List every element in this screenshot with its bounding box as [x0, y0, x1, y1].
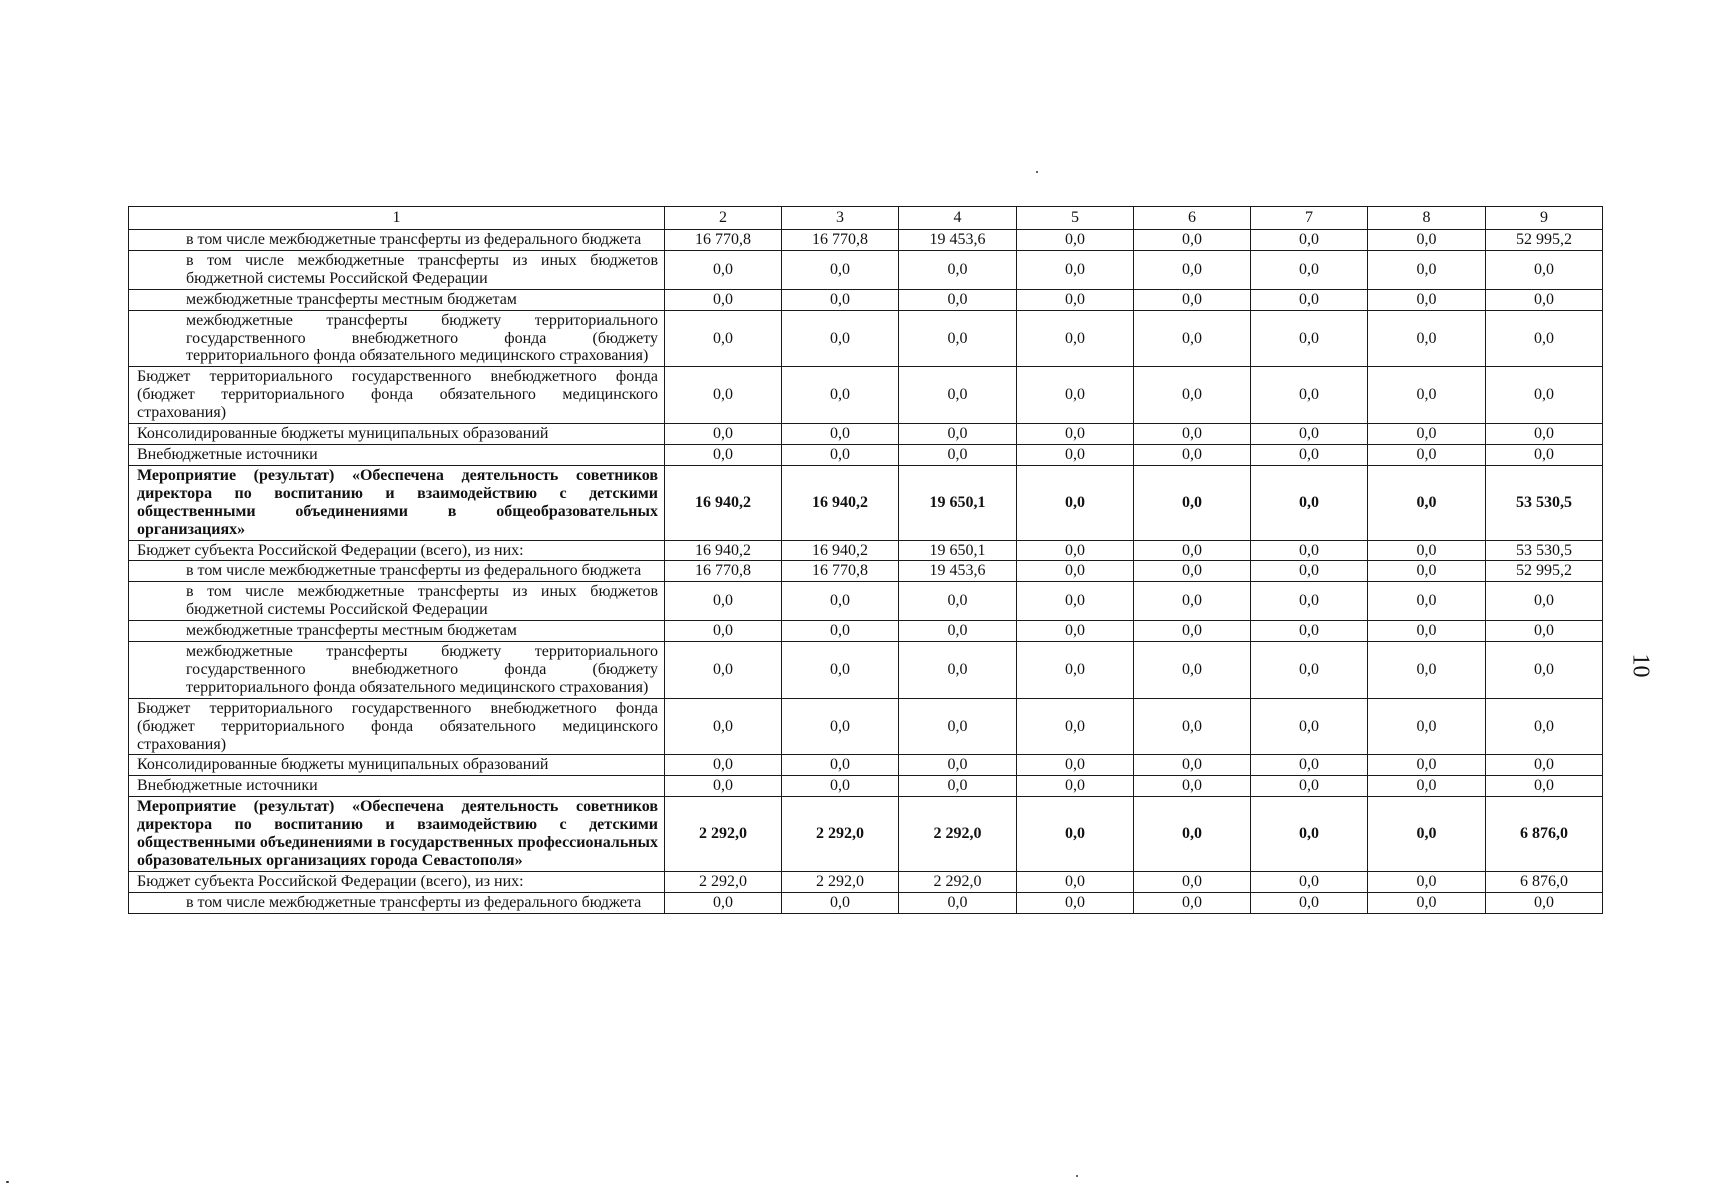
- value-cell: 0,0: [1134, 367, 1251, 424]
- table-row: [129, 465, 1603, 540]
- table-row: [129, 540, 1603, 561]
- table-row: [129, 621, 1603, 642]
- value-cell: 0,0: [899, 582, 1017, 621]
- table-row: [129, 582, 1603, 621]
- row-label: Бюджет территориального государственного внебюджетного фонда (бюджет территориального фонда обязательного медицинского страхования): [129, 698, 665, 755]
- value-cell: 0,0: [782, 621, 899, 642]
- value-cell: 0,0: [1368, 540, 1486, 561]
- value-cell: 0,0: [1368, 698, 1486, 755]
- value-cell: 0,0: [1134, 540, 1251, 561]
- value-cell: 52 995,2: [1486, 230, 1603, 251]
- value-cell: 0,0: [899, 367, 1017, 424]
- value-cell: 0,0: [665, 755, 782, 776]
- table-row: [129, 698, 1603, 755]
- value-cell: 0,0: [1134, 755, 1251, 776]
- value-cell: 0,0: [1251, 582, 1368, 621]
- value-cell: 0,0: [1017, 797, 1134, 872]
- value-cell: 0,0: [899, 892, 1017, 913]
- value-cell: 0,0: [1134, 289, 1251, 310]
- value-cell: 0,0: [1251, 698, 1368, 755]
- row-label: Консолидированные бюджеты муниципальных образований: [129, 755, 665, 776]
- value-cell: 52 995,2: [1486, 561, 1603, 582]
- row-label: Консолидированные бюджеты муниципальных образований: [129, 424, 665, 445]
- value-cell: 0,0: [1017, 367, 1134, 424]
- value-cell: 0,0: [1017, 230, 1134, 251]
- table-row: [129, 367, 1603, 424]
- table-row: [129, 797, 1603, 872]
- value-cell: 0,0: [1486, 424, 1603, 445]
- value-cell: 0,0: [665, 582, 782, 621]
- row-label: в том числе межбюджетные трансферты из иных бюджетов бюджетной системы Российской Федерации: [129, 582, 665, 621]
- table-row: [129, 444, 1603, 465]
- value-cell: 0,0: [1486, 367, 1603, 424]
- table-row: [129, 230, 1603, 251]
- value-cell: 16 770,8: [782, 230, 899, 251]
- budget-table: [128, 206, 1603, 914]
- value-cell: 0,0: [1017, 561, 1134, 582]
- value-cell: 0,0: [1134, 465, 1251, 540]
- value-cell: 0,0: [1251, 540, 1368, 561]
- value-cell: 0,0: [665, 424, 782, 445]
- value-cell: 0,0: [899, 755, 1017, 776]
- value-cell: 0,0: [1368, 444, 1486, 465]
- value-cell: 0,0: [1486, 444, 1603, 465]
- column-number-6: 6: [1134, 207, 1251, 230]
- value-cell: 2 292,0: [782, 797, 899, 872]
- value-cell: 0,0: [1368, 871, 1486, 892]
- scan-speck: [6, 1181, 9, 1183]
- value-cell: 0,0: [782, 250, 899, 289]
- value-cell: 0,0: [1251, 755, 1368, 776]
- value-cell: 0,0: [899, 621, 1017, 642]
- value-cell: 0,0: [1017, 621, 1134, 642]
- value-cell: 0,0: [1017, 444, 1134, 465]
- value-cell: 0,0: [899, 698, 1017, 755]
- value-cell: 0,0: [665, 310, 782, 367]
- value-cell: 16 770,8: [665, 230, 782, 251]
- value-cell: 0,0: [782, 424, 899, 445]
- value-cell: 16 940,2: [665, 465, 782, 540]
- row-label: в том числе межбюджетные трансферты из федерального бюджета: [129, 230, 665, 251]
- value-cell: 19 650,1: [899, 465, 1017, 540]
- table-row: [129, 642, 1603, 699]
- value-cell: 0,0: [1251, 367, 1368, 424]
- value-cell: 0,0: [1368, 561, 1486, 582]
- value-cell: 0,0: [1368, 289, 1486, 310]
- column-number-4: 4: [899, 207, 1017, 230]
- column-number-2: 2: [665, 207, 782, 230]
- value-cell: 0,0: [1368, 230, 1486, 251]
- value-cell: 0,0: [899, 776, 1017, 797]
- value-cell: 0,0: [1368, 424, 1486, 445]
- value-cell: 0,0: [782, 892, 899, 913]
- row-label: Бюджет субъекта Российской Федерации (всего), из них:: [129, 871, 665, 892]
- value-cell: 0,0: [1017, 540, 1134, 561]
- value-cell: 0,0: [1017, 465, 1134, 540]
- value-cell: 0,0: [1134, 424, 1251, 445]
- table-row: [129, 755, 1603, 776]
- table-row: [129, 424, 1603, 445]
- value-cell: 2 292,0: [782, 871, 899, 892]
- value-cell: 0,0: [1251, 465, 1368, 540]
- table-row: [129, 250, 1603, 289]
- value-cell: 0,0: [1251, 310, 1368, 367]
- value-cell: 2 292,0: [899, 797, 1017, 872]
- value-cell: 0,0: [1017, 642, 1134, 699]
- value-cell: 0,0: [665, 892, 782, 913]
- value-cell: 0,0: [1017, 424, 1134, 445]
- value-cell: 0,0: [1017, 250, 1134, 289]
- value-cell: 0,0: [665, 250, 782, 289]
- value-cell: 53 530,5: [1486, 540, 1603, 561]
- value-cell: 0,0: [899, 310, 1017, 367]
- value-cell: 0,0: [1486, 776, 1603, 797]
- value-cell: 0,0: [1368, 892, 1486, 913]
- row-label: межбюджетные трансферты местным бюджетам: [129, 621, 665, 642]
- value-cell: 0,0: [1134, 230, 1251, 251]
- value-cell: 0,0: [1251, 289, 1368, 310]
- row-label: межбюджетные трансферты бюджету территориального государственного внебюджетного фонда (бюджету территориального фонда обязательного медицинского страхования): [129, 642, 665, 699]
- value-cell: 0,0: [1251, 642, 1368, 699]
- value-cell: 0,0: [1368, 621, 1486, 642]
- column-number-7: 7: [1251, 207, 1368, 230]
- value-cell: 0,0: [1134, 642, 1251, 699]
- value-cell: 0,0: [1017, 892, 1134, 913]
- value-cell: 0,0: [899, 289, 1017, 310]
- row-label: межбюджетные трансферты бюджету территориального государственного внебюджетного фонда (бюджету территориального фонда обязательного медицинского страхования): [129, 310, 665, 367]
- value-cell: 16 940,2: [665, 540, 782, 561]
- scan-speck: [1036, 171, 1038, 173]
- value-cell: 0,0: [1251, 892, 1368, 913]
- value-cell: 0,0: [1368, 250, 1486, 289]
- value-cell: 16 940,2: [782, 540, 899, 561]
- scan-speck: [1076, 1175, 1078, 1177]
- table-row: [129, 289, 1603, 310]
- table-row: [129, 892, 1603, 913]
- value-cell: 2 292,0: [665, 797, 782, 872]
- value-cell: 0,0: [899, 444, 1017, 465]
- value-cell: 6 876,0: [1486, 871, 1603, 892]
- column-number-1: 1: [129, 207, 665, 230]
- value-cell: 0,0: [665, 444, 782, 465]
- row-label: Внебюджетные источники: [129, 776, 665, 797]
- value-cell: 0,0: [1017, 289, 1134, 310]
- row-label: в том числе межбюджетные трансферты из федерального бюджета: [129, 561, 665, 582]
- value-cell: 0,0: [1486, 289, 1603, 310]
- value-cell: 0,0: [1251, 797, 1368, 872]
- value-cell: 0,0: [1486, 621, 1603, 642]
- value-cell: 0,0: [899, 424, 1017, 445]
- value-cell: 0,0: [1134, 250, 1251, 289]
- row-label: Бюджет территориального государственного внебюджетного фонда (бюджет территориального фонда обязательного медицинского страхования): [129, 367, 665, 424]
- value-cell: 0,0: [1486, 698, 1603, 755]
- value-cell: 0,0: [1134, 698, 1251, 755]
- value-cell: 0,0: [782, 698, 899, 755]
- value-cell: 0,0: [1017, 776, 1134, 797]
- value-cell: 6 876,0: [1486, 797, 1603, 872]
- row-label: Бюджет субъекта Российской Федерации (всего), из них:: [129, 540, 665, 561]
- value-cell: 0,0: [665, 367, 782, 424]
- value-cell: 2 292,0: [899, 871, 1017, 892]
- value-cell: 0,0: [782, 367, 899, 424]
- value-cell: 0,0: [1251, 230, 1368, 251]
- table-row: [129, 310, 1603, 367]
- value-cell: 0,0: [899, 642, 1017, 699]
- value-cell: 0,0: [1251, 871, 1368, 892]
- value-cell: 16 770,8: [665, 561, 782, 582]
- value-cell: 0,0: [782, 582, 899, 621]
- value-cell: 0,0: [782, 310, 899, 367]
- value-cell: 0,0: [1134, 621, 1251, 642]
- value-cell: 0,0: [1251, 250, 1368, 289]
- value-cell: 0,0: [1486, 755, 1603, 776]
- value-cell: 0,0: [1486, 892, 1603, 913]
- value-cell: 0,0: [1486, 250, 1603, 289]
- value-cell: 0,0: [1368, 642, 1486, 699]
- value-cell: 0,0: [1017, 698, 1134, 755]
- column-number-3: 3: [782, 207, 899, 230]
- value-cell: 0,0: [665, 698, 782, 755]
- row-label: Внебюджетные источники: [129, 444, 665, 465]
- value-cell: 0,0: [1017, 582, 1134, 621]
- value-cell: 0,0: [1368, 776, 1486, 797]
- value-cell: 0,0: [665, 776, 782, 797]
- value-cell: 0,0: [1134, 892, 1251, 913]
- value-cell: 0,0: [665, 621, 782, 642]
- table-row: [129, 561, 1603, 582]
- value-cell: 0,0: [1368, 797, 1486, 872]
- value-cell: 0,0: [1486, 310, 1603, 367]
- value-cell: 0,0: [1486, 582, 1603, 621]
- value-cell: 0,0: [1134, 561, 1251, 582]
- table-row: [129, 871, 1603, 892]
- value-cell: 19 650,1: [899, 540, 1017, 561]
- row-label: Мероприятие (результат) «Обеспечена деятельность советников директора по воспитанию и взаимодействию с детскими общественными объединениями в государственных профессиональных образовательных организациях города Севастополя»: [129, 797, 665, 872]
- value-cell: 0,0: [899, 250, 1017, 289]
- value-cell: 0,0: [1368, 755, 1486, 776]
- value-cell: 0,0: [1134, 776, 1251, 797]
- value-cell: 0,0: [782, 755, 899, 776]
- value-cell: 0,0: [782, 444, 899, 465]
- value-cell: 0,0: [1017, 755, 1134, 776]
- column-number-8: 8: [1368, 207, 1486, 230]
- value-cell: 16 940,2: [782, 465, 899, 540]
- value-cell: 2 292,0: [665, 871, 782, 892]
- value-cell: 0,0: [782, 776, 899, 797]
- value-cell: 53 530,5: [1486, 465, 1603, 540]
- value-cell: 0,0: [1368, 582, 1486, 621]
- page-number: 10: [1627, 653, 1654, 678]
- value-cell: 0,0: [1017, 871, 1134, 892]
- header-row: [129, 207, 1603, 230]
- row-label: Мероприятие (результат) «Обеспечена деятельность советников директора по воспитанию и взаимодействию с детскими общественными объединениями в общеобразовательных организациях»: [129, 465, 665, 540]
- value-cell: 0,0: [1368, 367, 1486, 424]
- value-cell: 0,0: [1251, 776, 1368, 797]
- value-cell: 19 453,6: [899, 230, 1017, 251]
- table-row: [129, 776, 1603, 797]
- column-number-5: 5: [1017, 207, 1134, 230]
- value-cell: 0,0: [1368, 465, 1486, 540]
- value-cell: 0,0: [665, 642, 782, 699]
- value-cell: 0,0: [782, 289, 899, 310]
- value-cell: 0,0: [1134, 871, 1251, 892]
- value-cell: 0,0: [1486, 642, 1603, 699]
- column-number-9: 9: [1486, 207, 1603, 230]
- value-cell: 0,0: [665, 289, 782, 310]
- value-cell: 16 770,8: [782, 561, 899, 582]
- value-cell: 0,0: [1134, 797, 1251, 872]
- value-cell: 0,0: [1134, 582, 1251, 621]
- value-cell: 0,0: [1134, 444, 1251, 465]
- value-cell: 0,0: [1251, 621, 1368, 642]
- row-label: межбюджетные трансферты местным бюджетам: [129, 289, 665, 310]
- row-label: в том числе межбюджетные трансферты из федерального бюджета: [129, 892, 665, 913]
- value-cell: 0,0: [1017, 310, 1134, 367]
- value-cell: 0,0: [782, 642, 899, 699]
- value-cell: 0,0: [1251, 561, 1368, 582]
- value-cell: 0,0: [1251, 424, 1368, 445]
- row-label: в том числе межбюджетные трансферты из иных бюджетов бюджетной системы Российской Федерации: [129, 250, 665, 289]
- value-cell: 0,0: [1251, 444, 1368, 465]
- value-cell: 19 453,6: [899, 561, 1017, 582]
- value-cell: 0,0: [1368, 310, 1486, 367]
- value-cell: 0,0: [1134, 310, 1251, 367]
